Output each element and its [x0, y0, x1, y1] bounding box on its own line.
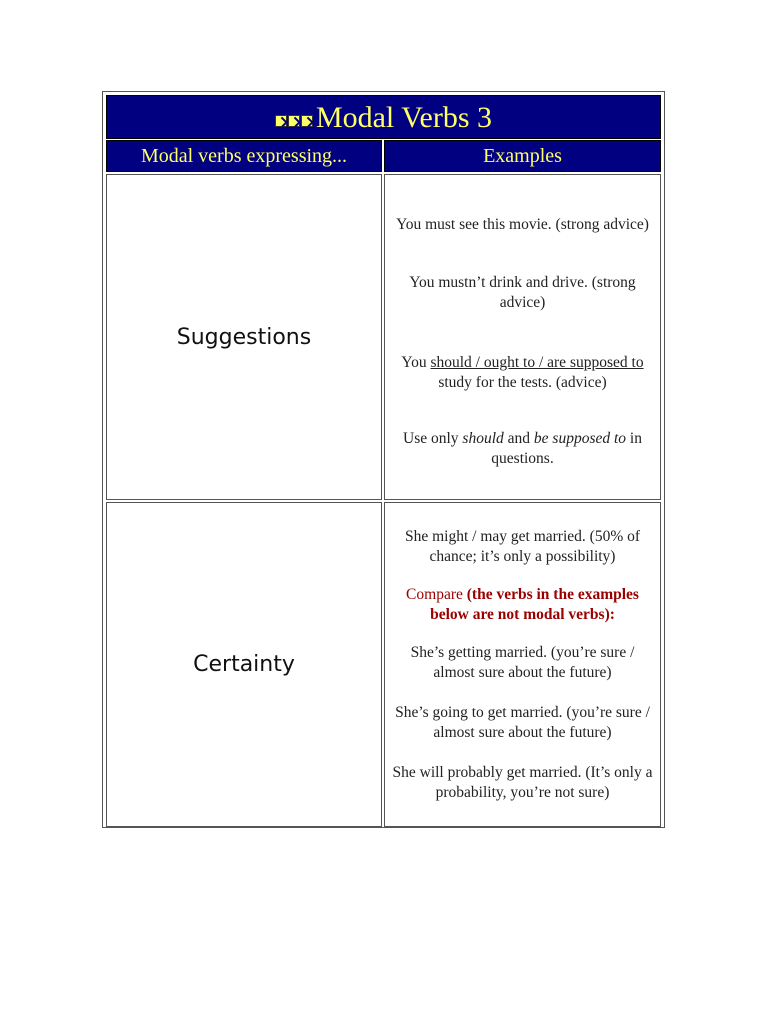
example-text: She will probably get married. (It’s only a probability, you’re not sure) — [392, 764, 653, 801]
underlined-modals: should / ought to / are supposed to — [430, 354, 644, 371]
modal-verbs-table — [102, 91, 665, 828]
example-text: You must see this movie. (strong advice) — [396, 216, 649, 233]
example-text: She might / may get married. (50% of chance; it’s only a possibility) — [404, 528, 641, 565]
table-title-bar — [106, 95, 661, 139]
examples-cell-suggestions — [384, 174, 661, 500]
category-label: Suggestions — [176, 324, 312, 350]
title-text: Modal Verbs 3 — [315, 101, 493, 134]
arrow-buttons-icon — [275, 115, 314, 127]
example-text: You mustn’t drink and drive. (strong advice) — [409, 274, 636, 311]
category-label: Certainty — [193, 652, 295, 677]
category-cell-certainty — [106, 502, 382, 827]
category-cell-suggestions — [106, 174, 382, 500]
example-text: She’s getting married. (you’re sure / almost sure about the future) — [410, 644, 635, 681]
example-text: She’s going to get married. (you’re sure / almost sure about the future) — [395, 704, 650, 741]
example-text: You should / ought to / are supposed to study for the tests. (advice) — [401, 354, 644, 391]
page-title — [275, 96, 492, 140]
column-header-examples: Examples — [384, 140, 661, 172]
column-header-category: Modal verbs expressing... — [106, 140, 382, 172]
examples-cell-certainty — [384, 502, 661, 827]
compare-note: Compare (the verbs in the examples below are not modal verbs): — [406, 586, 639, 623]
example-text: Use only should and be supposed to in questions. — [403, 430, 642, 467]
